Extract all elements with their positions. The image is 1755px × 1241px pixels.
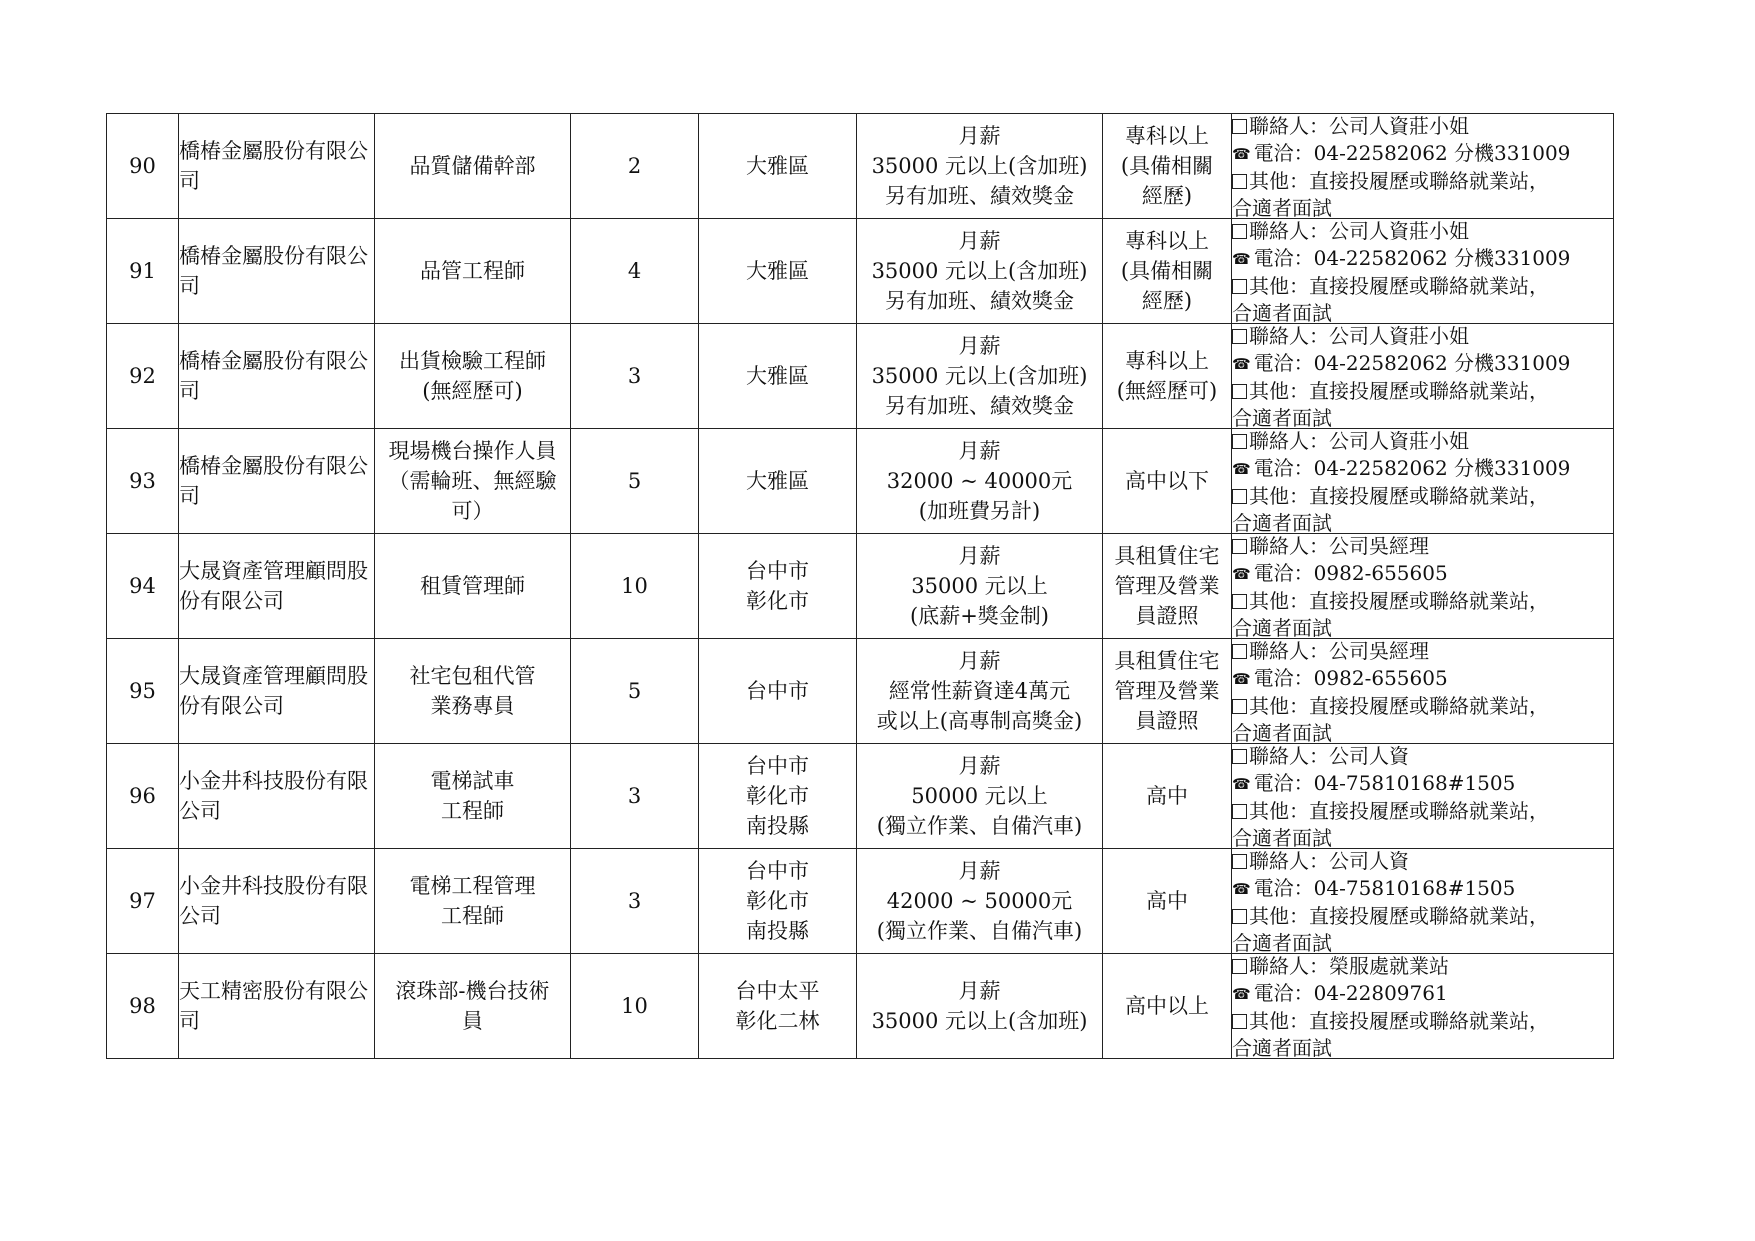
table-row: [107, 954, 1614, 1059]
opening-count: 3: [571, 849, 699, 954]
phone-icon: ☎: [1232, 355, 1251, 373]
checkbox-icon: [1232, 594, 1247, 609]
row-number: 93: [107, 429, 179, 534]
checkbox-icon: [1232, 224, 1247, 239]
salary: 月薪 35000 元以上 (底薪+獎金制): [857, 534, 1103, 639]
checkbox-icon: [1232, 959, 1247, 974]
job-title: 品管工程師: [375, 219, 571, 324]
contact-person-line: 聯絡人：榮服處就業站: [1232, 954, 1613, 981]
checkbox-icon: [1232, 384, 1247, 399]
checkbox-icon: [1232, 804, 1247, 819]
education-requirement: 高中: [1103, 849, 1232, 954]
phone-icon: ☎: [1232, 775, 1251, 793]
contact-other-line-2: 合適者面試: [1232, 826, 1332, 847]
contact-phone-line: ☎ 電洽：04-22582062 分機331009: [1232, 455, 1613, 483]
contact-phone-line: ☎ 電洽：04-75810168#1505: [1232, 875, 1613, 903]
contact-other-line: 其他：直接投履歷或聯絡就業站，: [1232, 168, 1613, 195]
contact-phone-line: ☎ 電洽：04-75810168#1505: [1232, 770, 1613, 798]
contact-other-line: 其他：直接投履歷或聯絡就業站，: [1232, 903, 1613, 930]
work-area: 台中市: [699, 639, 857, 744]
contact-other-line-2: 合適者面試: [1232, 301, 1332, 322]
salary: 月薪 35000 元以上(含加班) 另有加班、績效獎金: [857, 324, 1103, 429]
contact-other-line-2: 合適者面試: [1232, 196, 1332, 217]
education-requirement: 具租賃住宅 管理及營業 員證照: [1103, 534, 1232, 639]
work-area: 台中市 彰化市 南投縣: [699, 744, 857, 849]
job-title: 租賃管理師: [375, 534, 571, 639]
contact-info: [1232, 639, 1614, 744]
phone-icon: ☎: [1232, 460, 1251, 478]
row-number: 98: [107, 954, 179, 1059]
opening-count: 4: [571, 219, 699, 324]
contact-info: [1232, 219, 1614, 324]
education-requirement: 專科以上 (具備相關 經歷): [1103, 114, 1232, 219]
work-area: 台中市 彰化市: [699, 534, 857, 639]
work-area: 台中市 彰化市 南投縣: [699, 849, 857, 954]
company-name: 大晟資產管理顧問股份有限公司: [179, 639, 375, 744]
checkbox-icon: [1232, 539, 1247, 554]
company-name: 橋椿金屬股份有限公司: [179, 429, 375, 534]
contact-other-line-2: 合適者面試: [1232, 1036, 1332, 1057]
education-requirement: 具租賃住宅 管理及營業 員證照: [1103, 639, 1232, 744]
contact-phone-line: ☎ 電洽：04-22582062 分機331009: [1232, 350, 1613, 378]
checkbox-icon: [1232, 1014, 1247, 1029]
contact-person-line: 聯絡人：公司人資: [1232, 849, 1613, 876]
contact-person-line: 聯絡人：公司吳經理: [1232, 534, 1613, 561]
opening-count: 10: [571, 534, 699, 639]
phone-icon: ☎: [1232, 565, 1251, 583]
contact-phone-line: ☎ 電洽：04-22582062 分機331009: [1232, 245, 1613, 273]
opening-count: 3: [571, 744, 699, 849]
contact-phone-line: ☎ 電洽：04-22582062 分機331009: [1232, 140, 1613, 168]
phone-icon: ☎: [1232, 250, 1251, 268]
contact-person-line: 聯絡人：公司人資莊小姐: [1232, 429, 1613, 456]
contact-info: [1232, 429, 1614, 534]
opening-count: 5: [571, 639, 699, 744]
contact-person-line: 聯絡人：公司人資: [1232, 744, 1613, 771]
contact-person-line: 聯絡人：公司人資莊小姐: [1232, 114, 1613, 141]
contact-info: [1232, 534, 1614, 639]
row-number: 92: [107, 324, 179, 429]
phone-icon: ☎: [1232, 985, 1251, 1003]
salary: 月薪 42000 ~ 50000元 (獨立作業、自備汽車): [857, 849, 1103, 954]
checkbox-icon: [1232, 489, 1247, 504]
contact-other-line-2: 合適者面試: [1232, 721, 1332, 742]
contact-info: [1232, 324, 1614, 429]
checkbox-icon: [1232, 699, 1247, 714]
row-number: 91: [107, 219, 179, 324]
contact-person-line: 聯絡人：公司人資莊小姐: [1232, 219, 1613, 246]
job-title: 品質儲備幹部: [375, 114, 571, 219]
contact-other-line: 其他：直接投履歷或聯絡就業站，: [1232, 588, 1613, 615]
checkbox-icon: [1232, 279, 1247, 294]
table-row: [107, 324, 1614, 429]
checkbox-icon: [1232, 854, 1247, 869]
contact-phone-line: ☎ 電洽：0982-655605: [1232, 560, 1613, 588]
work-area: 大雅區: [699, 324, 857, 429]
job-listing-table: [106, 113, 1614, 1059]
salary: 月薪 35000 元以上(含加班) 另有加班、績效獎金: [857, 114, 1103, 219]
contact-person-line: 聯絡人：公司吳經理: [1232, 639, 1613, 666]
work-area: 大雅區: [699, 114, 857, 219]
job-title: 電梯試車 工程師: [375, 744, 571, 849]
table-row: [107, 114, 1614, 219]
checkbox-icon: [1232, 119, 1247, 134]
checkbox-icon: [1232, 434, 1247, 449]
work-area: 大雅區: [699, 219, 857, 324]
work-area: 大雅區: [699, 429, 857, 534]
table-row: [107, 849, 1614, 954]
contact-info: [1232, 849, 1614, 954]
salary: 月薪 35000 元以上(含加班): [857, 954, 1103, 1059]
checkbox-icon: [1232, 749, 1247, 764]
salary: 月薪 經常性薪資達4萬元 或以上(高專制高獎金): [857, 639, 1103, 744]
table-row: [107, 219, 1614, 324]
table-row: [107, 429, 1614, 534]
table-row: [107, 534, 1614, 639]
company-name: 大晟資產管理顧問股份有限公司: [179, 534, 375, 639]
phone-icon: ☎: [1232, 145, 1251, 163]
company-name: 橋椿金屬股份有限公司: [179, 114, 375, 219]
company-name: 小金井科技股份有限公司: [179, 744, 375, 849]
contact-phone-line: ☎ 電洽：0982-655605: [1232, 665, 1613, 693]
phone-icon: ☎: [1232, 670, 1251, 688]
contact-other-line: 其他：直接投履歷或聯絡就業站，: [1232, 273, 1613, 300]
contact-other-line-2: 合適者面試: [1232, 616, 1332, 637]
job-title: 電梯工程管理 工程師: [375, 849, 571, 954]
opening-count: 5: [571, 429, 699, 534]
company-name: 橋椿金屬股份有限公司: [179, 219, 375, 324]
salary: 月薪 32000 ~ 40000元 (加班費另計): [857, 429, 1103, 534]
row-number: 95: [107, 639, 179, 744]
work-area: 台中太平 彰化二林: [699, 954, 857, 1059]
salary: 月薪 50000 元以上 (獨立作業、自備汽車): [857, 744, 1103, 849]
contact-other-line: 其他：直接投履歷或聯絡就業站，: [1232, 483, 1613, 510]
contact-other-line: 其他：直接投履歷或聯絡就業站，: [1232, 693, 1613, 720]
company-name: 橋椿金屬股份有限公司: [179, 324, 375, 429]
education-requirement: 高中: [1103, 744, 1232, 849]
opening-count: 3: [571, 324, 699, 429]
row-number: 97: [107, 849, 179, 954]
row-number: 96: [107, 744, 179, 849]
contact-phone-line: ☎ 電洽：04-22809761: [1232, 980, 1613, 1008]
table-row: [107, 639, 1614, 744]
contact-other-line-2: 合適者面試: [1232, 931, 1332, 952]
company-name: 天工精密股份有限公司: [179, 954, 375, 1059]
contact-other-line-2: 合適者面試: [1232, 406, 1332, 427]
table-row: [107, 744, 1614, 849]
contact-other-line: 其他：直接投履歷或聯絡就業站，: [1232, 378, 1613, 405]
checkbox-icon: [1232, 644, 1247, 659]
row-number: 94: [107, 534, 179, 639]
table-body: [107, 114, 1614, 1059]
company-name: 小金井科技股份有限公司: [179, 849, 375, 954]
contact-info: [1232, 114, 1614, 219]
opening-count: 2: [571, 114, 699, 219]
salary: 月薪 35000 元以上(含加班) 另有加班、績效獎金: [857, 219, 1103, 324]
checkbox-icon: [1232, 174, 1247, 189]
job-title: 社宅包租代管 業務專員: [375, 639, 571, 744]
contact-other-line-2: 合適者面試: [1232, 511, 1332, 532]
education-requirement: 高中以上: [1103, 954, 1232, 1059]
phone-icon: ☎: [1232, 880, 1251, 898]
contact-person-line: 聯絡人：公司人資莊小姐: [1232, 324, 1613, 351]
checkbox-icon: [1232, 329, 1247, 344]
education-requirement: 專科以上 (具備相關 經歷): [1103, 219, 1232, 324]
contact-other-line: 其他：直接投履歷或聯絡就業站，: [1232, 1008, 1613, 1035]
contact-info: [1232, 744, 1614, 849]
contact-other-line: 其他：直接投履歷或聯絡就業站，: [1232, 798, 1613, 825]
education-requirement: 專科以上 (無經歷可): [1103, 324, 1232, 429]
row-number: 90: [107, 114, 179, 219]
education-requirement: 高中以下: [1103, 429, 1232, 534]
opening-count: 10: [571, 954, 699, 1059]
job-title: 滾珠部-機台技術 員: [375, 954, 571, 1059]
contact-info: [1232, 954, 1614, 1059]
job-title: 出貨檢驗工程師 (無經歷可): [375, 324, 571, 429]
checkbox-icon: [1232, 909, 1247, 924]
job-title: 現場機台操作人員 （需輪班、無經驗 可）: [375, 429, 571, 534]
